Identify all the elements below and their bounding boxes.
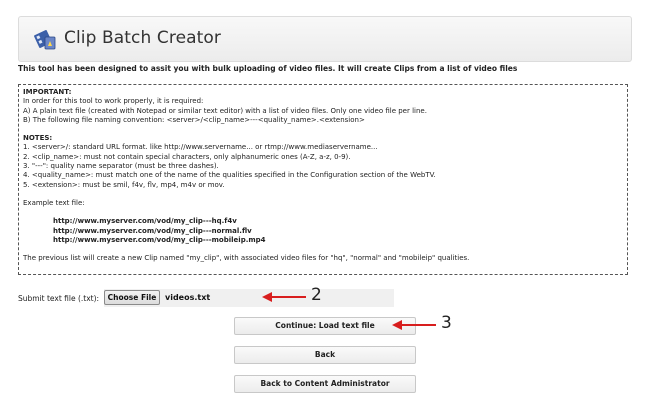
back-button[interactable]: Back: [234, 346, 416, 364]
choose-file-button[interactable]: Choose File: [104, 290, 160, 305]
info-spacer: [23, 245, 623, 254]
info-line: 5. <extension>: must be smil, f4v, flv, mp4, m4v or mov.: [23, 180, 225, 189]
example-line: http://www.myserver.com/vod/my_clip---normal.flv: [53, 226, 252, 235]
instructions-box: [18, 84, 628, 275]
info-line: B) The following file naming convention: <server>/<clip_name>---<quality_name>.<extension>: [23, 115, 365, 124]
info-line: Example text file:: [23, 198, 85, 207]
selected-file-name: videos.txt: [165, 293, 211, 302]
clip-batch-icon: [33, 27, 57, 51]
submit-label: Submit text file (.txt):: [18, 294, 100, 303]
info-line: NOTES:: [23, 134, 53, 143]
annotation-arrow-icon: [262, 290, 308, 304]
info-line: 2. <clip_name>: must not contain special characters, only alphanumeric ones (A-Z, a-z, 0-9).: [23, 152, 351, 161]
info-spacer: [23, 208, 623, 217]
example-line: http://www.myserver.com/vod/my_clip---hq.f4v: [53, 217, 237, 226]
info-line: 3. "---": quality name separator (must be three dashes).: [23, 162, 219, 171]
annotation-number-2: 2: [311, 285, 322, 305]
info-line: A) A plain text file (created with Notepad or similar text editor) with a list of video files. Only one video file per line.: [23, 106, 427, 115]
info-line: 1. <server>/: standard URL format. like http://www.servername... or rtmp://www.mediaservername...: [23, 143, 378, 152]
info-line: In order for this tool to work properly, it is required:: [23, 97, 204, 106]
header-bar: [18, 16, 632, 62]
file-input[interactable]: [104, 289, 394, 307]
page-title: Clip Batch Creator: [64, 28, 221, 48]
back-to-admin-button[interactable]: Back to Content Administrator: [234, 375, 416, 393]
intro-text: This tool has been designed to assit you with bulk uploading of video files. It will create Clips from a list of video files: [18, 64, 518, 73]
continue-load-button[interactable]: Continue: Load text file: [234, 317, 416, 335]
example-line: http://www.myserver.com/vod/my_clip---mobileip.mp4: [53, 235, 266, 244]
file-submit-row: [18, 289, 394, 307]
info-spacer: [23, 190, 623, 199]
annotation-number-3: 3: [441, 313, 452, 333]
annotation-arrow-icon: [392, 318, 438, 332]
info-line: 4. <quality_name>: must match one of the name of the qualities specified in the Configuration section of the WebTV.: [23, 171, 436, 180]
info-footer: The previous list will create a new Clip named "my_clip", with associated video files for "hq", "normal" and "mobileip" qualities.: [23, 254, 470, 263]
info-line: IMPORTANT:: [23, 88, 72, 96]
info-spacer: [23, 125, 623, 134]
